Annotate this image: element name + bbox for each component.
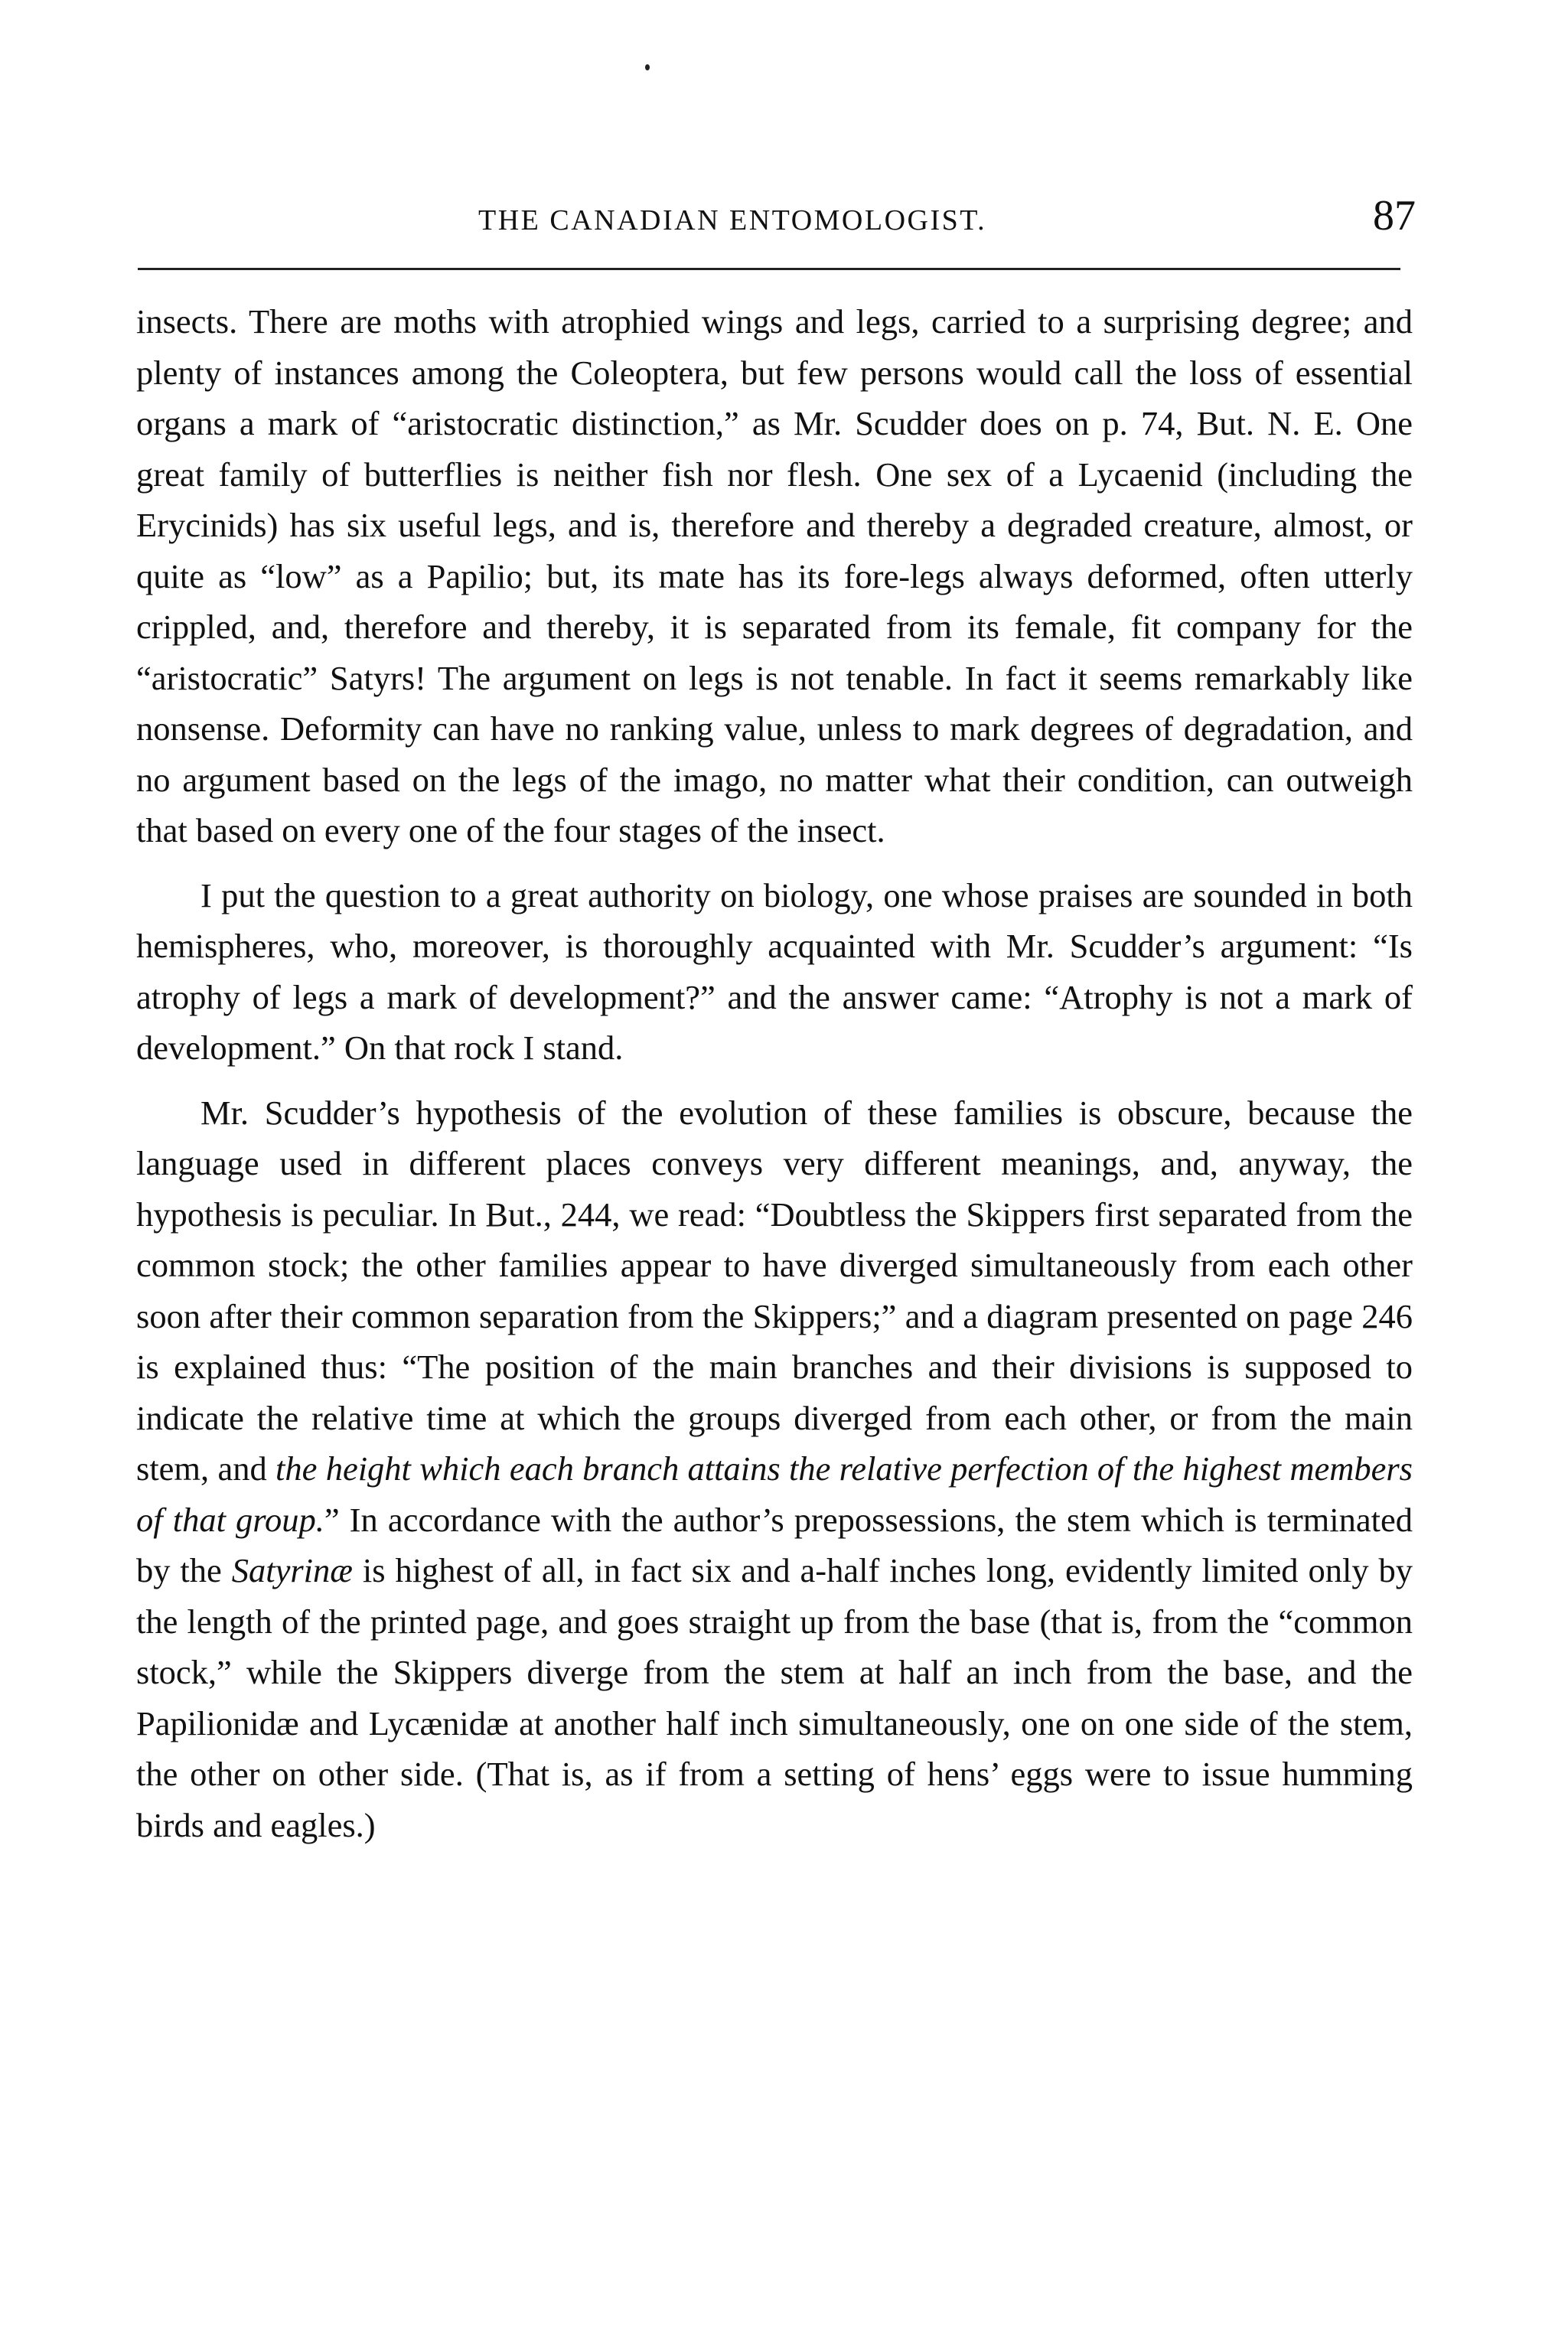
journal-title: THE CANADIAN ENTOMOLOGIST. bbox=[478, 204, 987, 236]
printer-mark bbox=[645, 64, 650, 70]
taxon-name: Satyrinæ bbox=[231, 1551, 353, 1589]
text-segment: ” In accordance with the author’s prepossessions, the stem which is terminated by the bbox=[136, 1500, 1413, 1589]
paragraph bbox=[136, 1087, 1413, 1851]
running-head bbox=[138, 192, 1431, 254]
text-segment: is highest of all, in fact six and a-half inches long, evidently limited only by the length of the printed page, and goes straight up from the base (that is, from the “common stock,” while the Skippers diverge from the stem at half an inch from the base, and the Papilionidæ and Lycænidæ at another half inch simultaneously, one on one side of the stem, the other on other side. (That is, as if from a setting of hens’ eggs were to issue humming birds and eagles.) bbox=[136, 1551, 1413, 1844]
article-body bbox=[136, 296, 1413, 1850]
text-segment: insects. There are moths with atrophied wings and legs, carried to a surprising degree; and plenty of instances among the Coleoptera, but few persons would call the loss of essential organs a mark of “aristocratic distinction,” as Mr. Scudder does on p. 74, But. N. E. One great family of butterflies is neither fish nor flesh. One sex of a Lycaenid (including the Erycinids) has six useful legs, and is, therefore and thereby a degraded creature, almost, or quite as “low” as a Papilio; but, its mate has its fore-legs always deformed, often utterly crippled, and, therefore and thereby, it is separated from its female, fit company for the “aristocratic” Satyrs! The argument on legs is not tenable. In fact it seems remarkably like nonsense. Deformity can have no ranking value, unless to mark degrees of degradation, and no argument based on the legs of the imago, no matter what their condition, can outweigh that based on every one of the four stages of the insect. bbox=[136, 302, 1413, 849]
text-segment: I put the question to a great authority on biology, one whose praises are sounded in both hemispheres, who, moreover, is thoroughly acquainted with Mr. Scudder’s argument: “Is atrophy of legs a mark of development?” and the answer came: “Atrophy is not a mark of development.” On that rock I stand. bbox=[136, 875, 1413, 1067]
header-rule bbox=[138, 268, 1400, 270]
paragraph bbox=[136, 296, 1413, 856]
italic-quote: the height which each branch attains the relative perfection of the highest members of that group. bbox=[136, 1449, 1413, 1539]
page-number: 87 bbox=[1373, 192, 1416, 240]
text-segment: Mr. Scudder’s hypothesis of the evolution of these families is obscure, because the language used in different places conveys very different meanings, and, anyway, the hypothesis is peculiar. In But., 244, we read: “Doubtless the Skippers first separated from the common stock; the other families appear to have diverged simultaneously from each other soon after their common separation from the Skippers;” and a diagram presented on page 246 is explained thus: “The position of the main branches and their divisions is supposed to indicate the relative time at which the groups diverged from each other, or from the main stem, and bbox=[136, 1093, 1413, 1488]
paragraph bbox=[136, 870, 1413, 1074]
